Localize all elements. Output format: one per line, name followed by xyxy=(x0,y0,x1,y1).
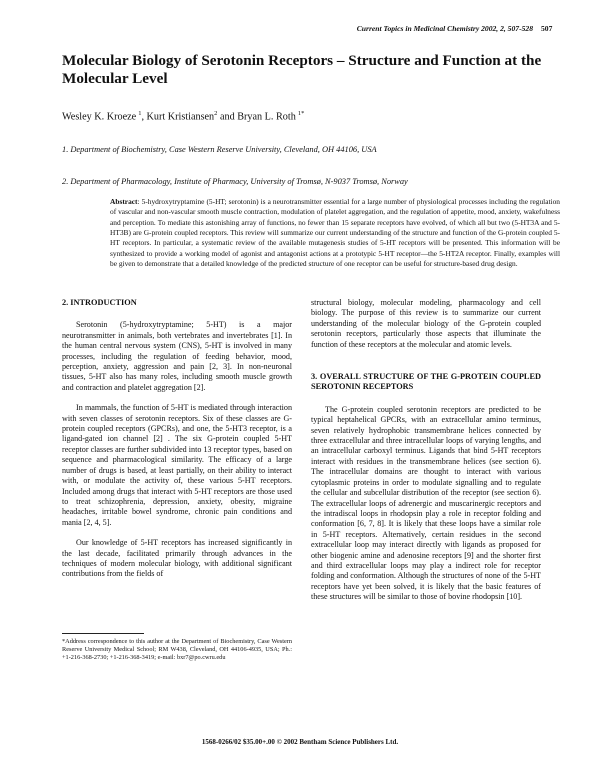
correspondence-footnote: *Address correspondence to this author at the Department of Biochemistry, Case Western Reserve University Medical School; RM W438, Cleveland, OH 44106-4935, USA; Ph.: +1-216-368-2730; +1-216-368-3419; e-mail: bxr7@po.cwru.edu xyxy=(62,638,292,662)
author-list: Wesley K. Kroeze $^1$, Kurt Kristiansen$^2$ and Bryan L. Roth $^{1*}$ xyxy=(62,110,305,123)
affiliation: 2. Department of Pharmacology, Institute of Pharmacy, University of Tromsø, N-9037 Tromsø, Norway xyxy=(62,177,408,186)
right-column xyxy=(311,298,541,603)
publisher-footer: 1568-0266/02 $35.00+.00 © 2002 Bentham Science Publishers Ltd. xyxy=(201,738,399,746)
footnote-rule xyxy=(62,633,144,634)
author-name: Wesley K. Kroeze xyxy=(62,111,137,123)
paragraph: The G-protein coupled serotonin receptors are predicted to be typical heptahelical GPCRs, with an extracellular amino terminus, seven relatively hydrophobic transmembrane helices connected by three extracellular and three intracellular loops of varying lengths, and an intracellular carboxyl terminus. Ligands that bind 5-HT receptors interact with residues in the transmembrane helices (see section 6). The intracellular domains are thought to interact with various cytoplasmic proteins in order to modulate signalling and to regulate the cellular and subcellular distribution of the receptor (see section 6). The extracellular loops of adrenergic and muscarinergic receptors and the intradiscal loops in rhodopsin play a role in receptor folding and conformation [6, 7, 8]. It is likely that these loops have a similar role in 5-HT receptors. Alternatively, certain residues in the second extracellular loop may interact directly with ligands as proposed for other biogenic amine and adenosine receptors [9] and the shorter first and third extracellular loops may play a indirect role for receptor folding and conformation. Although the structures of none of the 5-HT receptors have yet been solved, it is likely that the basic features of these structures will be similar to those of bovine rhodopsin [10]. xyxy=(311,404,541,602)
paragraph: Our knowledge of 5-HT receptors has increased significantly in the last decade, facilitated primarily through advances in the techniques of modern molecular biology, with additional significant contributions from the fields of xyxy=(62,538,292,579)
page-number: 507 xyxy=(541,24,553,33)
author-name: Kurt Kristiansen xyxy=(146,111,215,123)
section-heading: 2. INTRODUCTION xyxy=(62,298,137,307)
section-heading: 3. OVERALL STRUCTURE OF THE G-PROTEIN COUPLED SEROTONIN RECEPTORS xyxy=(311,372,541,392)
article-title: Molecular Biology of Serotonin Receptors – Structure and Function at the Molecular Level xyxy=(62,52,542,87)
abstract xyxy=(110,197,560,269)
author-affiliation-mark: 1 xyxy=(138,110,142,117)
affiliation: 1. Department of Biochemistry, Case Western Reserve University, Cleveland, OH 44106, USA xyxy=(62,145,377,154)
author-affiliation-mark: 1* xyxy=(297,110,305,117)
author-affiliation-mark: 2 xyxy=(214,110,218,117)
paragraph: Serotonin (5-hydroxytryptamine; 5-HT) is a major neurotransmitter in animals, both vertebrates and invertebrates [1]. In the human central nervous system (CNS), 5-HT is involved in many processes, including the regulation of feeding behavior, mood, perception, anxiety, aggression and pain [2, 3]. In non-neuronal tissues, 5-HT also has many roles, including smooth muscle growth and contraction and platelet aggregation [2]. xyxy=(62,320,292,392)
abstract-text: : 5-hydroxytryptamine (5-HT; serotonin) is a neurotransmitter essential for a large number of physiological processes including the regulation of vascular and non-vascular smooth muscle contraction, modulation of platelet aggregation, and the regulation of appetite, mood, anxiety, wakefulness and perception. To mediate this astonishing array of functions, no fewer than 15 separate receptors have evolved, of which all but two (5-HT3A and 5-HT3B) are G-protein coupled receptors. This review will summarize our current understanding of the structure and function of the G-protein coupled 5-HT receptors. In particular, a systematic review of the available mutagenesis studies of 5-HT receptors will be presented. This information will be synthesized to provide a working model of agonist and antagonist actions at a prototypic 5-HT receptor—the 5-HT2A receptor. Finally, examples will be given to demonstrate that a detailed knowledge of the predicted structure of one receptor can be useful for structure-based drug design. xyxy=(110,197,560,269)
paragraph: In mammals, the function of 5-HT is mediated through interaction with seven classes of serotonin receptors. Six of these classes are G-protein coupled receptors (GPCRs), and one, the 5-HT3 receptor, is a ligand-gated ion channel [2] . The six G-protein coupled 5-HT receptor classes are further subdivided into 13 receptor types, based on sequence and pharmacological similarity. The efficacy of a large number of drugs is based, at least partially, on their ability to interact with, or modulate the activity of, these various 5-HT receptors. Included among drugs that interact with 5-HT receptors are those used to treat schizophrenia, depression, anxiety, obesity, migraine headaches, irritable bowel syndrome, chronic pain conditions and mania [2, 4, 5]. xyxy=(62,403,292,527)
author-name: Bryan L. Roth xyxy=(237,111,296,123)
paragraph: structural biology, molecular modeling, pharmacology and cell biology. The purpose of this review is to summarize our current understanding of the molecular biology of the G-protein coupled serotonin receptors, particularly those aspects that illuminate the function of these receptors at the molecular and atomic levels. xyxy=(311,298,541,349)
abstract-label: Abstract xyxy=(110,197,138,206)
left-column xyxy=(62,298,292,580)
journal-header: Current Topics in Medicinal Chemistry 2002, 2, 507-528 xyxy=(356,24,533,33)
